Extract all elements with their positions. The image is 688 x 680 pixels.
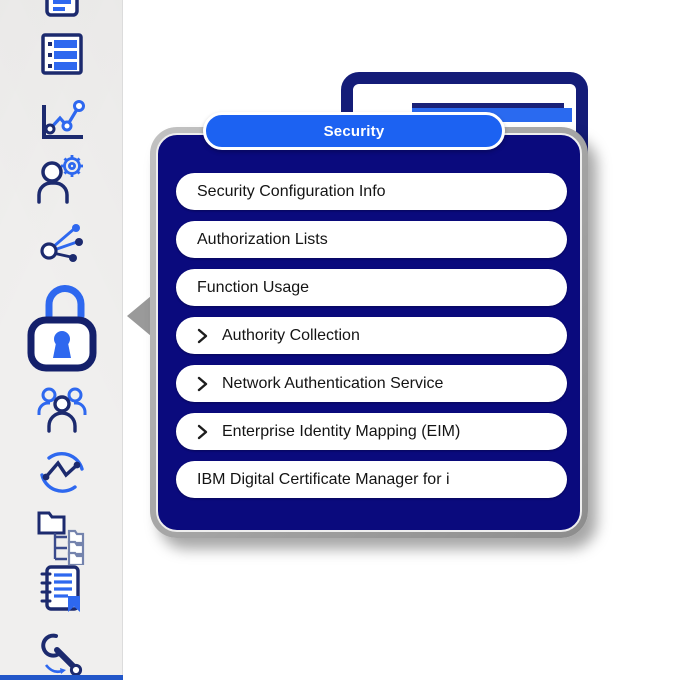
network-share-icon bbox=[38, 222, 86, 266]
menu-item[interactable] bbox=[176, 269, 567, 306]
security-flyout-panel bbox=[156, 133, 582, 532]
flyout-title-label: Security bbox=[323, 122, 385, 140]
menu-item-label: Authority Collection bbox=[222, 326, 360, 344]
journal-icon bbox=[38, 563, 86, 613]
sidebar-item-systems[interactable] bbox=[0, 31, 123, 77]
tools-icon bbox=[38, 632, 86, 680]
sidebar-item-list[interactable] bbox=[0, 0, 123, 17]
chevron-right-icon bbox=[197, 424, 208, 440]
performance-chart-icon bbox=[37, 93, 87, 143]
sidebar-item-tools[interactable] bbox=[0, 632, 123, 680]
menu-item-label: Security Configuration Info bbox=[197, 182, 386, 200]
sidebar-item-monitors[interactable] bbox=[0, 447, 123, 497]
sidebar-item-user-groups[interactable] bbox=[0, 383, 123, 433]
menu-item[interactable] bbox=[176, 173, 567, 210]
menu-item-label: Enterprise Identity Mapping (EIM) bbox=[222, 422, 461, 440]
security-menu bbox=[176, 173, 567, 498]
sidebar-item-security[interactable] bbox=[0, 283, 123, 373]
security-lock-icon bbox=[27, 283, 97, 373]
sidebar bbox=[0, 0, 123, 680]
menu-item[interactable] bbox=[176, 413, 567, 450]
menu-item-label: IBM Digital Certificate Manager for i bbox=[197, 470, 450, 488]
list-partial-icon bbox=[40, 0, 84, 17]
menu-item[interactable] bbox=[176, 221, 567, 258]
menu-item[interactable] bbox=[176, 317, 567, 354]
sidebar-item-file-systems[interactable] bbox=[0, 507, 123, 565]
menu-item-label: Authorization Lists bbox=[197, 230, 328, 248]
user-groups-icon bbox=[36, 383, 88, 433]
chevron-right-icon bbox=[197, 328, 208, 344]
flyout-title-pill[interactable] bbox=[203, 112, 505, 150]
servers-icon bbox=[39, 31, 85, 77]
sidebar-item-journal[interactable] bbox=[0, 563, 123, 613]
popup-pointer-arrow bbox=[127, 296, 151, 336]
menu-item[interactable] bbox=[176, 461, 567, 498]
menu-item-label: Function Usage bbox=[197, 278, 310, 296]
user-settings-icon bbox=[35, 149, 89, 205]
menu-item[interactable] bbox=[176, 365, 567, 402]
chevron-right-icon bbox=[197, 376, 208, 392]
sidebar-item-users-settings[interactable] bbox=[0, 149, 123, 205]
sidebar-item-performance[interactable] bbox=[0, 93, 123, 143]
sidebar-bottom-strip bbox=[0, 675, 123, 680]
monitors-icon bbox=[37, 447, 87, 497]
sidebar-item-network[interactable] bbox=[0, 222, 123, 266]
file-systems-icon bbox=[35, 507, 89, 565]
menu-item-label: Network Authentication Service bbox=[222, 374, 444, 392]
security-flyout bbox=[150, 127, 588, 538]
